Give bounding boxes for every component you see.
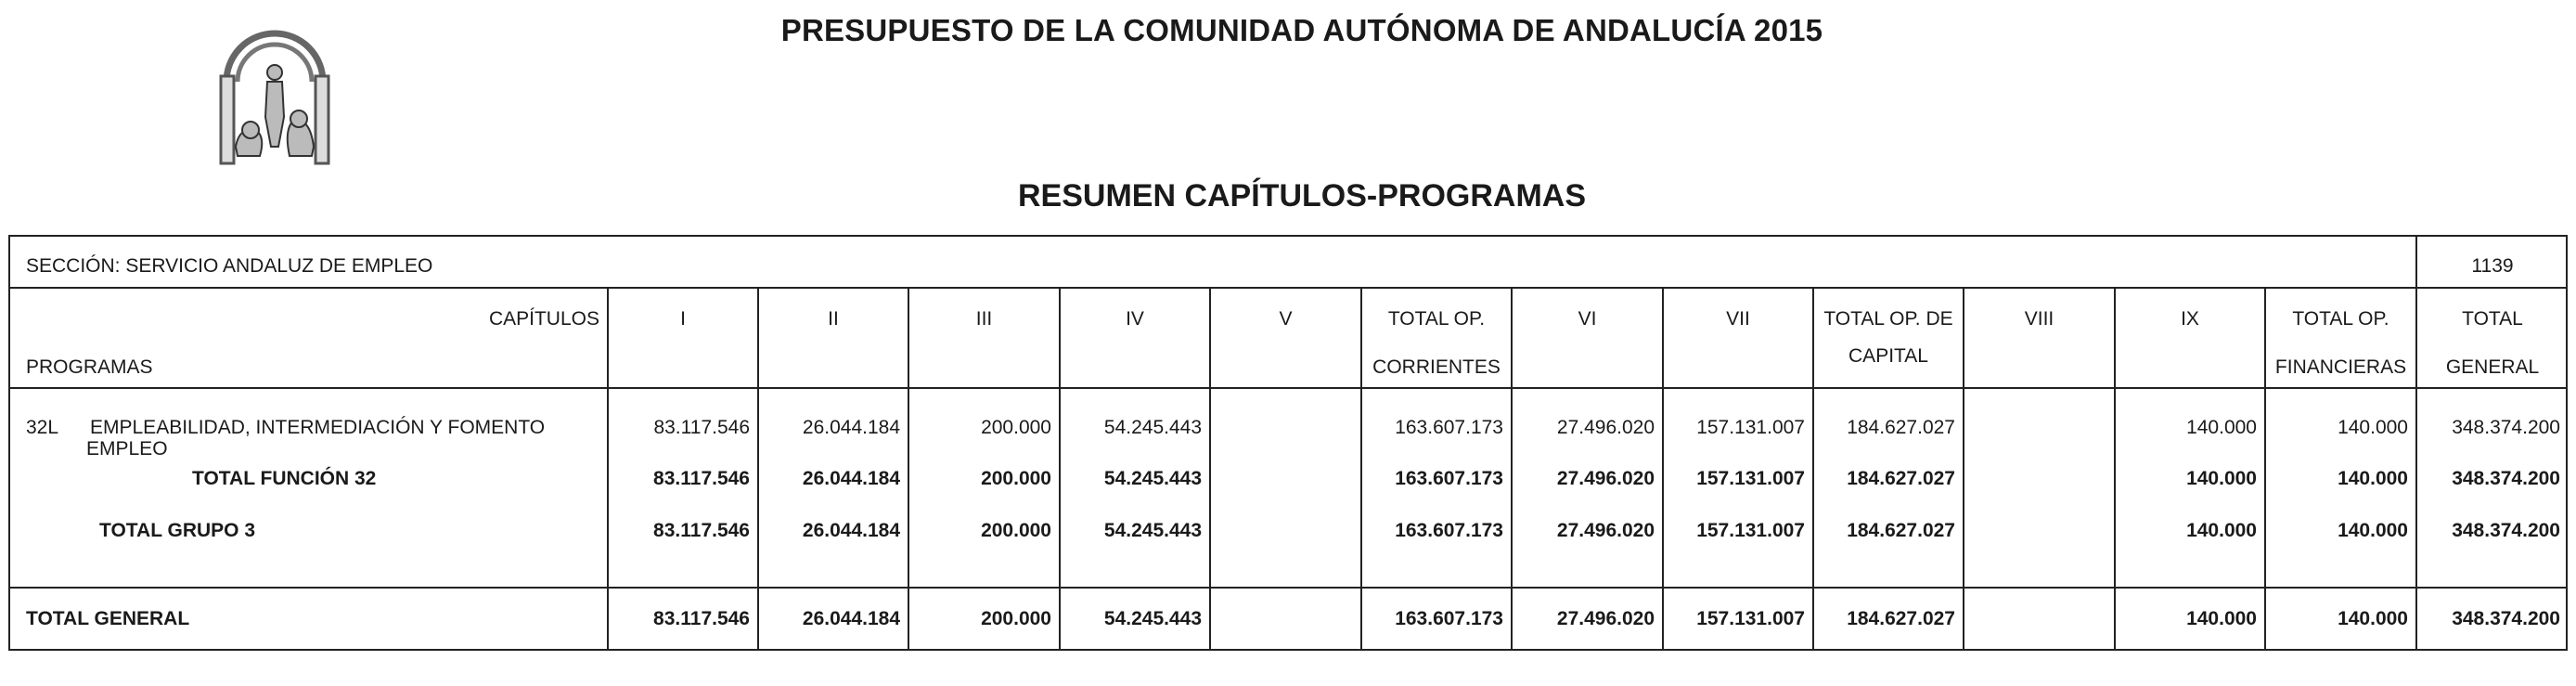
cell-value: 140.000 [2338,608,2408,629]
cell-value: 140.000 [2338,468,2408,489]
cell-value: 163.607.173 [1395,608,1503,629]
divider [2415,235,2417,651]
cell-value: 157.131.007 [1696,608,1805,629]
col-header-2: II [828,308,839,330]
programas-header: PROGRAMAS [26,356,153,378]
total-general-label: TOTAL GENERAL [26,608,190,629]
cell-value: 54.245.443 [1103,468,1202,489]
cell-value: 26.044.184 [802,608,900,629]
cell-value: 184.627.027 [1847,468,1955,489]
cell-value: 163.607.173 [1395,417,1503,438]
col-header-3: III [975,308,993,330]
cell-value: 27.496.020 [1556,468,1655,489]
cell-value: 27.496.020 [1556,417,1655,438]
cell-value: 184.627.027 [1847,417,1955,438]
total-funcion-label: TOTAL FUNCIÓN 32 [192,468,377,489]
cell-value: 163.607.173 [1395,468,1503,489]
divider [1963,287,1964,651]
cell-value: 140.000 [2186,608,2257,629]
col-header-9-line2: CAPITAL [1848,345,1928,367]
cell-value: 200.000 [981,468,1051,489]
col-header-12: TOTAL OP. [2292,308,2389,330]
col-header-4: IV [1126,308,1144,330]
cell-value: 140.000 [2186,520,2257,541]
cell-value: 200.000 [981,417,1051,438]
cell-value: 163.607.173 [1395,520,1503,541]
cell-value: 348.374.200 [2452,417,2560,438]
cell-value: 27.496.020 [1556,520,1655,541]
cell-value: 348.374.200 [2452,468,2560,489]
page-subtitle: RESUMEN CAPÍTULOS-PROGRAMAS [1017,178,1587,214]
col-header-9: TOTAL OP. DE [1823,308,1953,330]
section-label: SECCIÓN: SERVICIO ANDALUZ DE EMPLEO [26,255,433,277]
divider [8,587,2568,589]
col-header-10: VIII [2024,308,2054,330]
col-header-5: V [1279,308,1293,330]
cell-value: 184.627.027 [1847,608,1955,629]
cell-value: 140.000 [2338,520,2408,541]
cell-value: 348.374.200 [2452,608,2560,629]
cell-value: 184.627.027 [1847,520,1955,541]
cell-value: 83.117.546 [653,468,750,489]
cell-value: 54.245.443 [1103,417,1202,438]
section-code: 1139 [2471,255,2514,277]
cell-value: 26.044.184 [802,520,900,541]
total-grupo-label: TOTAL GRUPO 3 [99,520,256,541]
cell-value: 83.117.546 [653,417,750,438]
cell-value: 200.000 [981,608,1051,629]
divider [1209,287,1211,651]
capitulos-header: CAPÍTULOS [488,308,599,330]
col-header-12-line2: FINANCIERAS [2274,356,2407,378]
cell-value: 27.496.020 [1556,608,1655,629]
cell-value: 140.000 [2186,468,2257,489]
col-header-13: TOTAL [2462,308,2523,330]
col-header-1: I [680,308,686,330]
cell-value: 348.374.200 [2452,520,2560,541]
cell-value: 140.000 [2186,417,2257,438]
cell-value: 157.131.007 [1696,417,1805,438]
cell-value: 140.000 [2338,417,2408,438]
cell-value: 83.117.546 [653,520,750,541]
cell-value: 26.044.184 [802,417,900,438]
page-title: PRESUPUESTO DE LA COMUNIDAD AUTÓNOMA DE ANDALUCÍA 2015 [780,13,1823,47]
program-code: 32L [26,417,59,438]
divider [8,387,2568,389]
col-header-11: IX [2181,308,2199,330]
cell-value: 54.245.443 [1103,520,1202,541]
divider [8,287,2568,289]
cell-value: 200.000 [981,520,1051,541]
cell-value: 157.131.007 [1696,468,1805,489]
program-name-line2: EMPLEO [86,438,168,459]
cell-value: 83.117.546 [653,608,750,629]
cell-value: 157.131.007 [1696,520,1805,541]
program-name: EMPLEABILIDAD, INTERMEDIACIÓN Y FOMENTO [90,417,546,438]
col-header-6: TOTAL OP. [1387,308,1486,330]
col-header-8: VII [1726,308,1750,330]
cell-value: 26.044.184 [802,468,900,489]
cell-value: 54.245.443 [1103,608,1202,629]
col-header-7: VI [1578,308,1597,330]
col-header-6-line2: CORRIENTES [1372,356,1501,378]
col-header-13-line2: GENERAL [2445,356,2540,378]
